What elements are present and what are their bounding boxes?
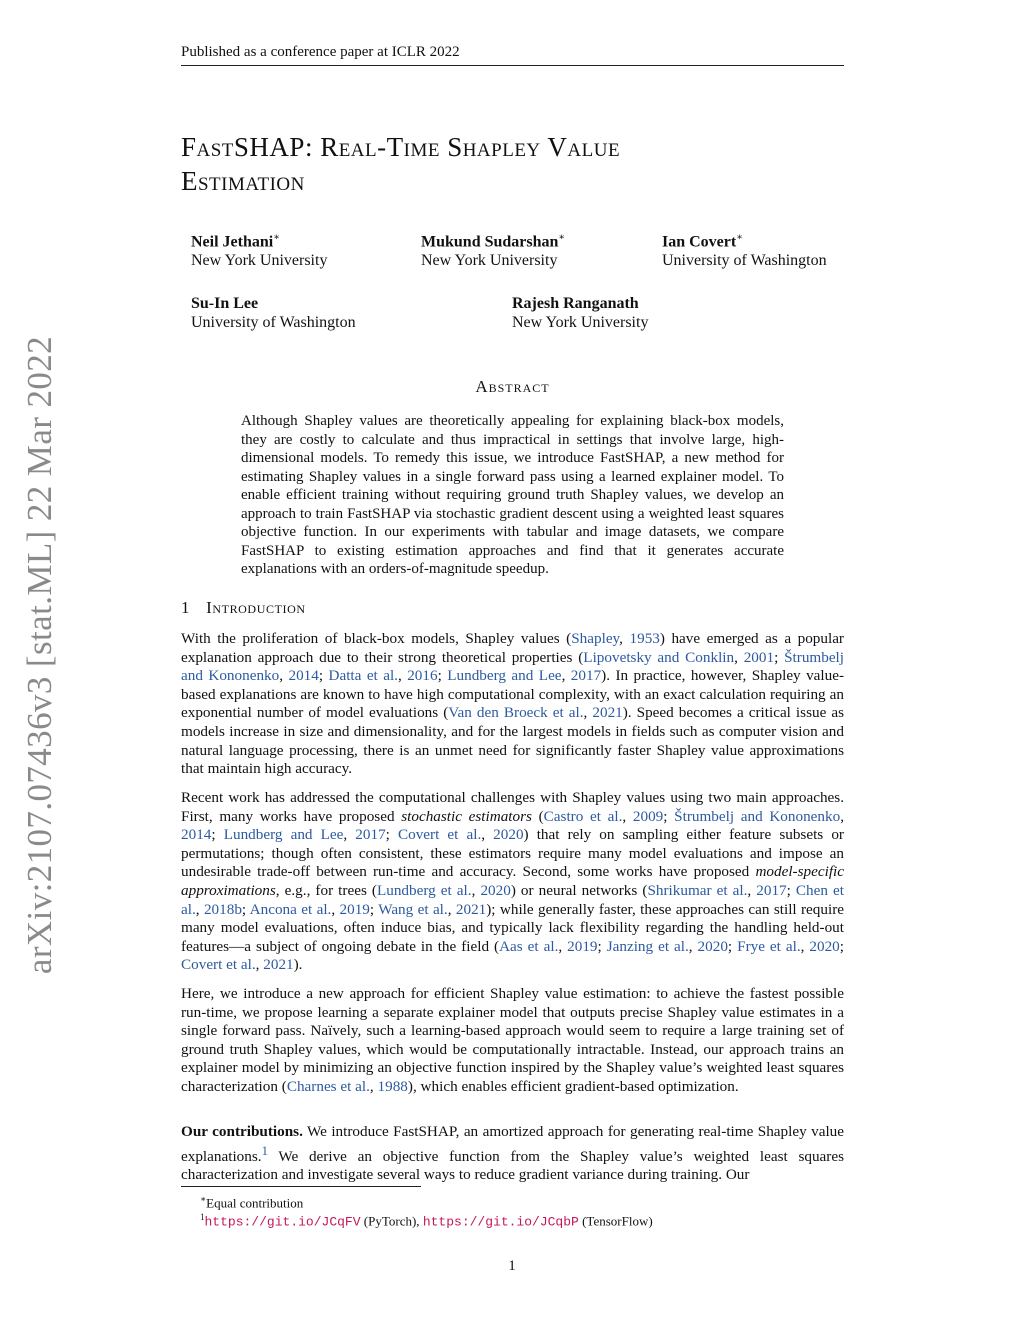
equal-contribution-mark: ∗ — [273, 232, 281, 243]
citation-link[interactable]: 2021 — [455, 900, 487, 918]
title-line-2: Estimation — [181, 166, 305, 196]
running-header: Published as a conference paper at ICLR 2022 — [181, 44, 844, 66]
intro-paragraph-2: Recent work has addressed the computational challenges with Shapley values using two main approaches. First, many works have proposed stochastic estimators (Castro et al., 2009; Štrumbelj and Kononenko, 2014; Lundberg and Lee, 2017; Covert et al., 2020) that rely on sampling either feature subsets or permutations; though often consistent, these estimators require many model evaluations and impose an undesirable trade-off between run-time and accuracy. Second, some works have proposed model-specific approximations, e.g., for trees (Lundberg et al., 2020) or neural networks (Shrikumar et al., 2017; Chen et al., 2018b; Ancona et al., 2019; Wang et al., 2021); while generally faster, these approaches can still require many model evaluations, often induce bias, and typically lack flexibility regarding the handling held-out features—a subject of ongoing debate in the field (Aas et al., 2019; Janzing et al., 2020; Frye et al., 2020; Covert et al., 2021). — [181, 789, 844, 974]
citation-link[interactable]: Lundberg et al. — [376, 881, 472, 899]
author-affiliation: New York University — [191, 252, 328, 270]
author-name: Ian Covert — [662, 233, 737, 251]
author-name: Rajesh Ranganath — [512, 295, 639, 312]
citation-link[interactable]: Covert et al. — [181, 956, 256, 974]
arxiv-side-stamp: arXiv:2107.07436v3 [stat.ML] 22 Mar 2022 — [20, 335, 59, 975]
citation-link[interactable]: Shapley — [571, 630, 620, 647]
citation-link[interactable]: 2019 — [339, 900, 370, 918]
citation-link[interactable]: 2021 — [592, 704, 623, 722]
citation-link[interactable]: 2014 — [288, 667, 319, 685]
author-block — [191, 294, 356, 332]
footnote-1: ∗Equal contribution — [200, 1194, 304, 1211]
tensorflow-code-link[interactable]: https://git.io/JCqbP — [422, 1214, 579, 1230]
citation-link[interactable]: Lundberg and Lee — [223, 826, 344, 844]
citation-link[interactable]: 1953 — [629, 630, 660, 647]
citation-link[interactable]: Lundberg and Lee — [447, 667, 562, 685]
citation-link[interactable]: Shrikumar et al. — [647, 881, 748, 899]
page-number: 1 — [508, 1258, 516, 1274]
citation-link[interactable]: 2017 — [355, 826, 386, 844]
author-block — [191, 228, 327, 270]
citation-link[interactable]: Aas et al. — [499, 937, 559, 955]
author-affiliation: New York University — [512, 314, 649, 331]
author-affiliation: University of Washington — [191, 314, 356, 331]
citation-link[interactable]: Frye et al. — [737, 937, 801, 955]
paper-title — [181, 130, 844, 198]
citation-link[interactable]: 2014 — [181, 826, 212, 844]
intro-paragraph-3: Here, we introduce a new approach for efficient Shapley value estimation: to achieve the fastest possible run-time, we propose learning a separate explainer model that outputs precise Shapley value estimates in a single forward pass. Naïvely, such a learning-based approach would seem to require a large training set of ground truth Shapley values, which would be computationally intractable. Instead, our approach trains an explainer model by minimizing an objective function inspired by the Shapley value’s weighted least squares characterization (Charnes et al., 1988), which enables efficient gradient-based optimization. — [181, 985, 844, 1095]
citation-link[interactable]: Van den Broeck et al. — [448, 704, 584, 722]
citation-link[interactable]: Chen et al. — [181, 881, 844, 918]
citation-link[interactable]: 2019 — [567, 937, 598, 955]
citation-link[interactable]: Covert et al. — [397, 826, 482, 844]
citation-link[interactable]: Lipovetsky and Conklin — [583, 648, 735, 666]
citation-link[interactable]: Castro et al. — [543, 807, 623, 825]
author-name: Mukund Sudarshan — [421, 233, 559, 251]
citation-link[interactable]: 2001 — [743, 648, 775, 666]
citation-link[interactable]: 2017 — [570, 667, 602, 685]
emphasis: model-specific approximations — [181, 863, 844, 899]
citation-link[interactable]: 2020 — [809, 937, 840, 955]
author-name: Neil Jethani — [191, 233, 274, 251]
citation-link[interactable]: Štrumbelj and Kononenko — [181, 648, 844, 685]
citation-link[interactable]: 1988 — [377, 1077, 408, 1095]
abstract-body: Although Shapley values are theoretically appealing for explaining black-box models, they are costly to calculate and thus impractical in settings that involve large, high-dimensional models. To remedy this issue, we introduce FastSHAP, a new method for estimating Shapley values in a single forward pass using a learned explainer model. To enable efficient training without requiring ground truth Shapley values, we develop an approach to train FastSHAP via stochastic gradient descent using a weighted least squares objective function. In our experiments with tabular and image datasets, we compare FastSHAP to existing estimation approaches and find that it generates accurate explanations with an orders-of-magnitude speedup. — [241, 413, 784, 577]
footnote-marker[interactable]: 1 — [261, 1143, 268, 1158]
citation-link[interactable]: Janzing et al. — [606, 937, 689, 955]
citation-link[interactable]: 2017 — [756, 881, 787, 899]
abstract-heading: Abstract — [475, 377, 550, 396]
author-affiliation: University of Washington — [662, 252, 827, 270]
title-line-1: FastSHAP: Real-Time Shapley Value — [181, 132, 621, 162]
author-block — [421, 228, 565, 270]
citation-link[interactable]: 2018b — [203, 900, 242, 918]
equal-contribution-mark: ∗ — [558, 232, 566, 243]
citation-link[interactable]: 2020 — [493, 826, 524, 844]
citation-link[interactable]: Ancona et al. — [249, 900, 332, 918]
author-block — [512, 294, 648, 332]
intro-paragraph-1: With the proliferation of black-box models, Shapley values (Shapley, 1953) have emerged as a popular explanation approach due to their strong theoretical properties (Lipovetsky and Conklin, 2001; Štrumbelj and Kononenko, 2014; Datta et al., 2016; Lundberg and Lee, 2017). In practice, however, Shapley value-based explanations are known to have high computational complexity, with an exact calculation requiring an exponential number of model evaluations (Van den Broeck et al., 2021). Speed becomes a critical issue as models increase in size and dimensionality, and for the largest models in fields such as computer vision and natural language processing, there is an unmet need for significantly faster Shapley value approximations that maintain high accuracy. — [181, 630, 845, 778]
section-number: 1 — [181, 598, 191, 617]
citation-link[interactable]: 2020 — [697, 937, 728, 955]
citation-link[interactable]: 2021 — [263, 956, 294, 974]
citation-link[interactable]: Štrumbelj and Kononenko — [674, 807, 841, 825]
footnote-mark: ∗ — [200, 1194, 207, 1204]
section-heading — [181, 598, 306, 618]
equal-contribution-mark: ∗ — [736, 232, 744, 243]
citation-link[interactable]: 2020 — [480, 881, 511, 899]
author-affiliation: New York University — [421, 252, 558, 270]
pytorch-code-link[interactable]: https://git.io/JCqFV — [204, 1214, 361, 1230]
paragraph-lead-in: Our contributions. — [181, 1123, 303, 1140]
author-block — [662, 228, 827, 270]
citation-link[interactable]: Charnes et al. — [286, 1077, 370, 1095]
footnote-rule — [181, 1186, 421, 1187]
footnote-mark: 1 — [200, 1212, 205, 1222]
citation-link[interactable]: Wang et al. — [378, 900, 448, 918]
author-name: Su-In Lee — [191, 295, 259, 312]
citation-link[interactable]: 2016 — [407, 667, 438, 685]
footnote-2: $^1$https://git.io/JCqFV (PyTorch), https://git.io/JCqbP (TensorFlow) — [200, 1212, 653, 1230]
contributions-paragraph: Our contributions. We introduce FastSHAP, an amortized approach for generating real-time Shapley value explanations.$^1$ We derive an objective function from the Shapley value’s weighted least squares characterization and investigate several ways to reduce gradient variance during training. Our — [181, 1123, 844, 1184]
section-title: Introduction — [206, 598, 306, 617]
citation-link[interactable]: Datta et al. — [328, 667, 398, 685]
emphasis: stochastic estimators — [401, 807, 532, 825]
citation-link[interactable]: 2009 — [632, 807, 664, 825]
